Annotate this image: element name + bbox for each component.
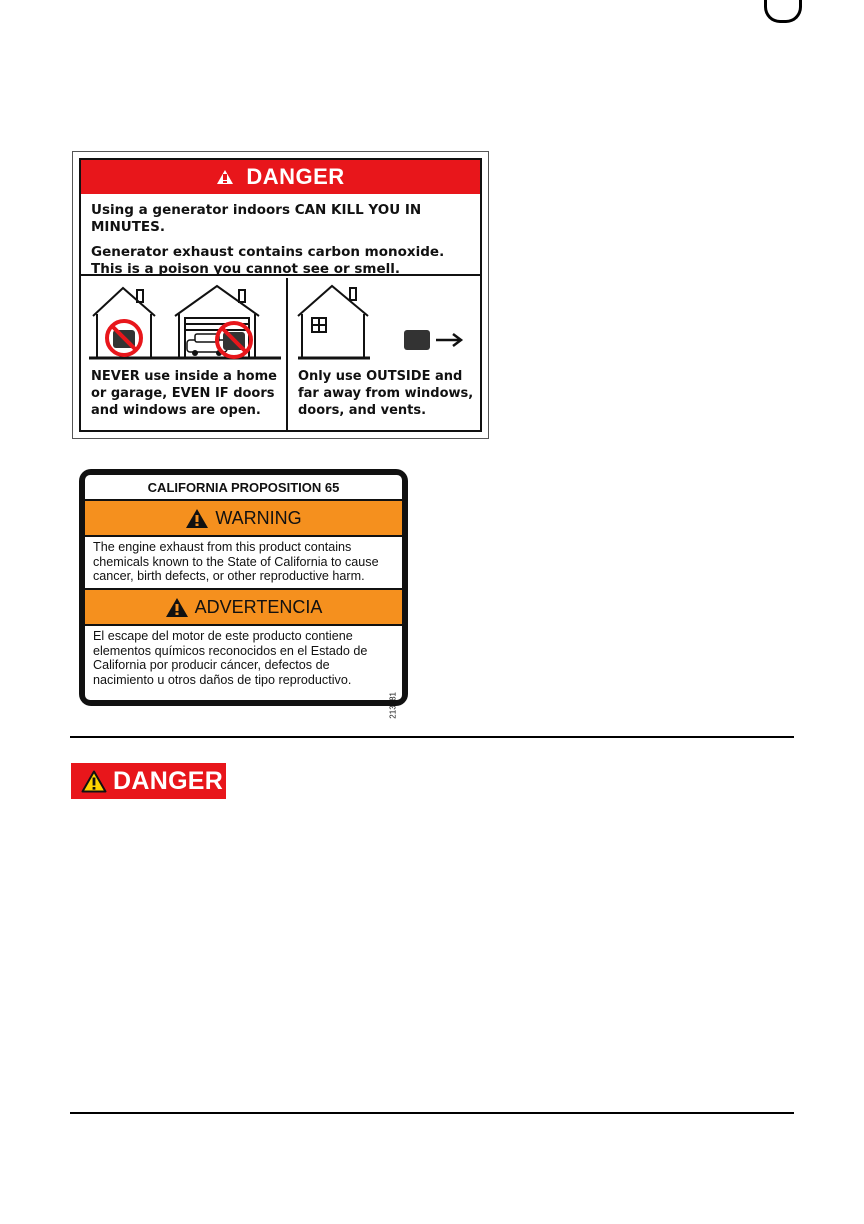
danger-co-label [72,151,489,439]
warning-triangle-icon [216,169,234,185]
outside-only-caption: Only use OUTSIDE and far away from windows, doors, and vents. [298,369,474,418]
warning-text: The engine exhaust from this product contains chemicals known to the State of California to cause cancer, birth defects, or other reproductive harm. [93,540,379,583]
no-generator-indoors-illustration [81,278,286,368]
danger-badge [71,763,226,799]
warning-triangle-icon [81,770,107,793]
warning-heading: WARNING [215,507,302,528]
section-divider-top [70,736,794,738]
bookmark-tab [764,0,802,23]
never-indoors-caption: NEVER use inside a home or garage, EVEN IF doors and windows are open. [91,369,277,418]
advertencia-text: El escape del motor de este producto contiene elementos químicos reconocidos en el Estado de California por producir cáncer, defectos de nacimiento u otros daños de tipo reproductivo. [93,629,368,687]
danger-label-body [81,194,480,276]
warning-triangle-icon [165,597,189,618]
prop65-label [79,469,408,719]
advertencia-heading: ADVERTENCIA [194,596,323,617]
warning-triangle-icon [185,508,209,529]
never-indoors-panel [81,278,288,430]
section-divider-bottom [70,1112,794,1114]
outside-only-panel [288,278,480,430]
danger-badge-label: DANGER [113,766,224,795]
generator-outside-illustration [288,278,486,368]
danger-label-title: DANGER [246,164,345,189]
warning-band [85,499,402,537]
advertencia-band [85,588,402,626]
danger-label-line2: Generator exhaust contains carbon monoxide. This is a poison you cannot see or smell. [91,244,445,277]
prop65-title: CALIFORNIA PROPOSITION 65 [147,479,340,495]
danger-label-line1: Using a generator indoors CAN KILL YOU IN MINUTES. [91,202,422,235]
part-number: 213381 [389,692,398,719]
danger-label-header [81,160,480,194]
